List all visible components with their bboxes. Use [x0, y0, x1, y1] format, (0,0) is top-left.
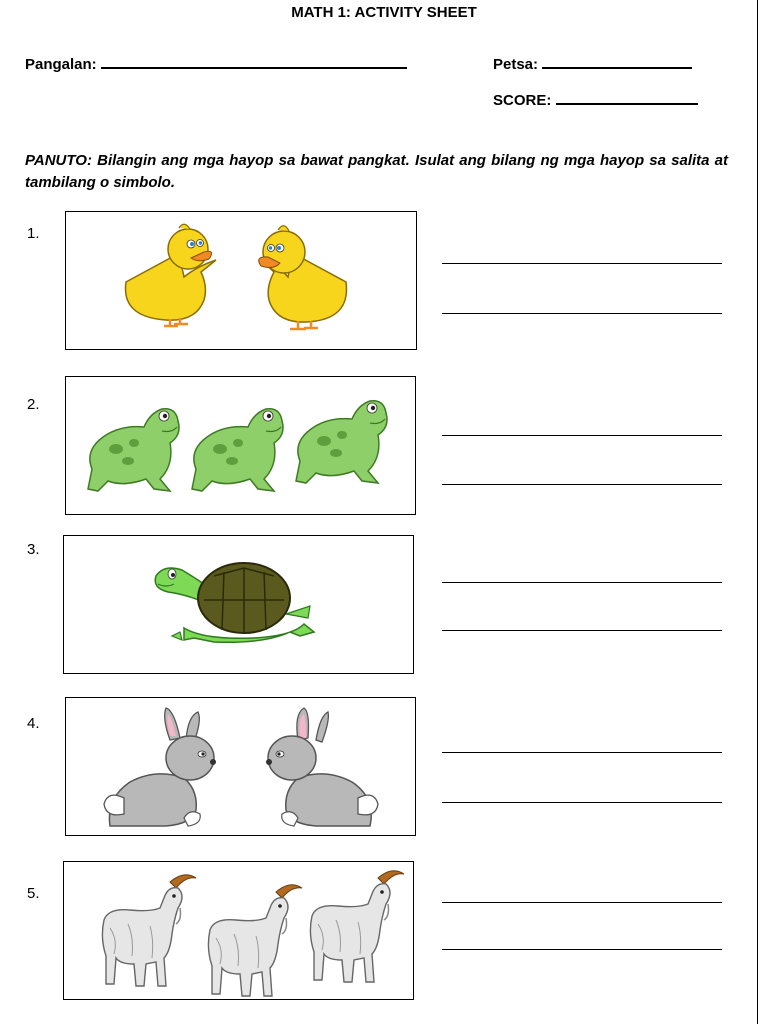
- goat-icon: [102, 875, 196, 986]
- page-right-border: [757, 0, 758, 1024]
- animal-picture-box-3: [63, 535, 414, 674]
- rabbit-icon: [104, 708, 216, 826]
- animal-picture-box-1: [65, 211, 417, 350]
- instructions-text: PANUTO: Bilangin ang mga hayop sa bawat pangkat. Isulat ang bilang ng mga hayop sa salita at tambilang o simbolo.: [25, 152, 728, 191]
- item-number-1: 1.: [27, 225, 40, 242]
- animal-picture-box-2: [65, 376, 416, 515]
- answer-line-word-5[interactable]: [442, 902, 722, 903]
- name-label: Pangalan:: [25, 56, 97, 73]
- item-number-3: 3.: [27, 541, 40, 558]
- name-blank[interactable]: [101, 54, 407, 69]
- answer-line-word-4[interactable]: [442, 752, 722, 753]
- worksheet-title: MATH 1: ACTIVITY SHEET: [291, 4, 477, 21]
- animal-picture-box-4: [65, 697, 416, 836]
- frog-icon: [192, 409, 283, 491]
- frog-icon: [88, 409, 179, 491]
- duck-icon: [259, 226, 347, 329]
- answer-line-number-5[interactable]: [442, 949, 722, 950]
- item-number-2: 2.: [27, 396, 40, 413]
- item-number-5: 5.: [27, 885, 40, 902]
- rabbit-icon: [266, 708, 378, 826]
- answer-line-number-1[interactable]: [442, 313, 722, 314]
- answer-line-word-1[interactable]: [442, 263, 722, 264]
- duck-icon: [126, 224, 217, 326]
- date-blank[interactable]: [542, 54, 692, 69]
- answer-line-number-3[interactable]: [442, 630, 722, 631]
- date-field: [493, 54, 692, 73]
- goat-icon: [208, 885, 302, 996]
- score-blank[interactable]: [556, 90, 698, 105]
- answer-line-number-4[interactable]: [442, 802, 722, 803]
- item-number-4: 4.: [27, 715, 40, 732]
- name-field: [25, 54, 407, 73]
- turtle-icon: [155, 563, 314, 642]
- answer-line-word-2[interactable]: [442, 435, 722, 436]
- goat-icon: [310, 871, 404, 982]
- answer-line-number-2[interactable]: [442, 484, 722, 485]
- frog-icon: [296, 401, 387, 483]
- answer-line-word-3[interactable]: [442, 582, 722, 583]
- animal-picture-box-5: [63, 861, 414, 1000]
- score-label: SCORE:: [493, 92, 552, 109]
- date-label: Petsa:: [493, 56, 539, 73]
- score-field: [493, 90, 698, 109]
